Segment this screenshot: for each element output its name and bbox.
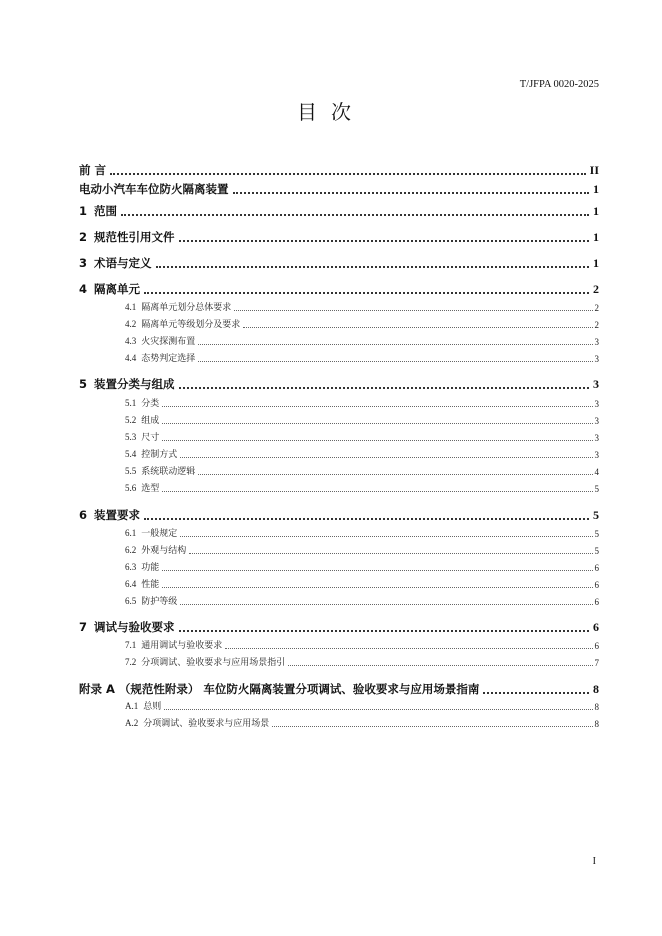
toc-page-number: 6 — [593, 620, 599, 634]
toc-page-number: 1 — [593, 230, 599, 244]
toc-subentry[interactable] — [125, 527, 599, 539]
dot-leader — [198, 361, 592, 362]
toc-subentry[interactable] — [125, 561, 599, 573]
toc-entry-label — [125, 638, 222, 651]
toc-page-number: 8 — [594, 719, 599, 729]
toc-entry-number: 4 — [79, 282, 88, 296]
toc-page-number: 5 — [594, 546, 599, 556]
toc-entry-number: 7.1 — [125, 640, 137, 650]
toc-entry-text: 一般规定 — [141, 529, 178, 539]
toc-page-number: 5 — [594, 484, 599, 494]
toc-page-number: 7 — [594, 658, 599, 668]
dot-leader — [198, 344, 592, 345]
toc-entry-number: 4.3 — [125, 336, 137, 346]
footer-page-number: I — [592, 856, 596, 867]
toc-entry-label — [79, 619, 175, 635]
toc-subentry[interactable] — [125, 544, 599, 556]
toc-entry-text: 火灾探测布置 — [141, 337, 196, 347]
toc-entry-number: 5.1 — [125, 398, 137, 408]
toc-entry[interactable] — [79, 181, 599, 197]
toc-entry-text: 规范性引用文件 — [94, 230, 175, 244]
toc-entry-text: 功能 — [141, 563, 160, 573]
toc-entry-text: 术语与定义 — [94, 256, 152, 270]
toc-entry-number: 4.2 — [125, 319, 137, 329]
toc-entry-text: 组成 — [141, 416, 160, 426]
toc-entry-label — [125, 699, 161, 712]
toc-entry-label — [125, 334, 195, 347]
toc-page-number: 8 — [593, 682, 599, 696]
toc-subentry[interactable] — [125, 414, 599, 426]
toc-entry[interactable] — [79, 507, 599, 523]
toc-subentry[interactable] — [125, 717, 599, 729]
dot-leader — [180, 536, 592, 537]
toc-subentry[interactable] — [125, 335, 599, 347]
toc-entry[interactable] — [79, 281, 599, 297]
toc-subentry[interactable] — [125, 448, 599, 460]
dot-leader — [162, 406, 592, 407]
toc-subentry[interactable] — [125, 431, 599, 443]
toc-entry-text: 尺寸 — [141, 433, 160, 443]
dot-leader — [162, 587, 592, 588]
toc-page-number: 3 — [594, 433, 599, 443]
toc-entry-text: 范围 — [94, 204, 118, 218]
dot-leader — [179, 240, 589, 242]
toc-entry-label — [79, 681, 479, 697]
dot-leader — [179, 630, 589, 632]
toc-page-number: 5 — [593, 508, 599, 522]
toc-entry-number: 5.6 — [125, 483, 137, 493]
dot-leader — [233, 192, 590, 194]
toc-entry-label — [125, 655, 285, 668]
toc-entry-text: 系统联动逻辑 — [141, 467, 196, 477]
toc-entry-number: 6.2 — [125, 545, 137, 555]
toc-entry-label — [79, 203, 117, 219]
toc-entry-number: 7.2 — [125, 657, 137, 667]
toc-entry-text: 总则 — [143, 702, 162, 712]
dot-leader — [179, 387, 589, 389]
toc-page-number: 2 — [594, 303, 599, 313]
toc-subentry[interactable] — [125, 301, 599, 313]
dot-leader — [272, 726, 592, 727]
toc-entry-number: 6.3 — [125, 562, 137, 572]
toc-entry-label — [125, 543, 186, 556]
toc-subentry[interactable] — [125, 700, 599, 712]
toc-entry-number: 6.1 — [125, 528, 137, 538]
toc-entry-label — [125, 577, 159, 590]
toc-entry-text: 装置要求 — [94, 508, 141, 522]
dot-leader — [180, 604, 592, 605]
toc-entry[interactable] — [79, 255, 599, 271]
toc-page-number: 3 — [594, 416, 599, 426]
toc-entry[interactable] — [79, 619, 599, 635]
toc-entry-label — [125, 351, 195, 364]
dot-leader — [180, 457, 592, 458]
toc-entry-label — [79, 162, 106, 178]
toc-entry-text: 分项调试、验收要求与应用场景 — [143, 719, 270, 729]
toc-subentry[interactable] — [125, 318, 599, 330]
dot-leader — [121, 214, 589, 216]
toc-page-number: 4 — [594, 467, 599, 477]
dot-leader — [234, 310, 592, 311]
standard-number: T/JFPA 0020-2025 — [519, 79, 599, 90]
toc-entry-number: 4.4 — [125, 353, 137, 363]
toc-page-number: 6 — [594, 580, 599, 590]
toc-entry[interactable] — [79, 681, 599, 697]
toc-entry-text: 装置分类与组成 — [94, 377, 175, 391]
toc-entry-text: 外观与结构 — [141, 546, 187, 556]
toc-page-number: 1 — [593, 182, 599, 196]
toc-entry-label — [125, 526, 177, 539]
toc-subentry[interactable] — [125, 465, 599, 477]
toc-entry-text: 态势判定选择 — [141, 354, 196, 364]
toc-entry-text: 隔离单元等级划分及要求 — [141, 320, 241, 330]
dot-leader — [189, 553, 592, 554]
toc-page-number: 6 — [594, 641, 599, 651]
toc-entry-number: A.2 — [125, 718, 139, 728]
toc-page-number: 1 — [593, 204, 599, 218]
toc-entry-text: 通用调试与验收要求 — [141, 641, 223, 651]
dot-leader — [243, 327, 592, 328]
dot-leader — [483, 692, 589, 694]
toc-page-number: 3 — [593, 377, 599, 391]
toc-entry-label — [79, 376, 175, 392]
dot-leader — [156, 266, 589, 268]
toc-entry-label — [125, 300, 231, 313]
toc-entry-label — [79, 255, 152, 271]
dot-leader — [144, 518, 589, 520]
toc-entry-text: 性能 — [141, 580, 160, 590]
toc-subentry[interactable] — [125, 639, 599, 651]
toc-entry-label — [125, 430, 159, 443]
toc-entry-number: 6.4 — [125, 579, 137, 589]
toc-subentry[interactable] — [125, 352, 599, 364]
toc-entry-number: 4.1 — [125, 302, 137, 312]
toc-page-number: 3 — [594, 354, 599, 364]
toc-entry-text: 分项调试、验收要求与应用场景指引 — [141, 658, 286, 668]
dot-leader — [144, 292, 589, 294]
dot-leader — [225, 648, 592, 649]
toc-entry[interactable] — [79, 162, 599, 178]
toc-entry[interactable] — [79, 229, 599, 245]
toc-entry-text: 防护等级 — [141, 597, 178, 607]
toc-entry[interactable] — [79, 203, 599, 219]
toc-entry-number: 6.5 — [125, 596, 137, 606]
toc-entry-label — [125, 396, 159, 409]
toc-entry-number: 6 — [79, 508, 88, 522]
toc-page-number: 6 — [594, 597, 599, 607]
toc-subentry[interactable] — [125, 656, 599, 668]
toc-entry-label — [125, 413, 159, 426]
toc-page-number: 8 — [594, 702, 599, 712]
toc-entry-text: 隔离单元 — [94, 282, 141, 296]
dot-leader — [198, 474, 592, 475]
toc-subentry[interactable] — [125, 397, 599, 409]
toc-entry-label — [79, 229, 175, 245]
toc-subentry[interactable] — [125, 482, 599, 494]
toc-entry-label — [79, 281, 140, 297]
dot-leader — [162, 440, 592, 441]
toc-page-number: 2 — [594, 320, 599, 330]
toc-page-number: 2 — [593, 282, 599, 296]
toc-entry-text: 附录 A （规范性附录） 车位防火隔离装置分项调试、验收要求与应用场景指南 — [79, 682, 480, 696]
toc-page-number: 5 — [594, 529, 599, 539]
toc-entry-text: 电动小汽车车位防火隔离装置 — [79, 182, 229, 196]
toc-entry-number: 7 — [79, 620, 88, 634]
toc-page-number: 6 — [594, 563, 599, 573]
toc-page-number: 3 — [594, 450, 599, 460]
toc-entry-label — [79, 507, 140, 523]
toc-entry-label — [125, 464, 195, 477]
toc-page-number: 3 — [594, 337, 599, 347]
toc-entry-label — [125, 447, 177, 460]
toc-entry-number: 5.2 — [125, 415, 137, 425]
toc-page-number: II — [589, 163, 599, 177]
toc-entry-number: 5 — [79, 377, 88, 391]
dot-leader — [162, 491, 592, 492]
toc-entry-number: 5.4 — [125, 449, 137, 459]
toc-subentry[interactable] — [125, 595, 599, 607]
dot-leader — [110, 173, 586, 175]
toc-entry-number: 5.5 — [125, 466, 137, 476]
dot-leader — [162, 570, 592, 571]
toc-entry[interactable] — [79, 376, 599, 392]
toc-entry-number: A.1 — [125, 701, 139, 711]
dot-leader — [288, 665, 592, 666]
toc-page-number: 1 — [593, 256, 599, 270]
toc-entry-label — [125, 481, 159, 494]
toc-entry-number: 2 — [79, 230, 88, 244]
toc-entry-label — [125, 560, 159, 573]
dot-leader — [162, 423, 592, 424]
toc-entry-label — [79, 181, 229, 197]
toc-entry-number: 3 — [79, 256, 88, 270]
toc-entry-text: 调试与验收要求 — [94, 620, 175, 634]
toc-entry-label — [125, 594, 177, 607]
toc-page-number: 3 — [594, 399, 599, 409]
toc-entry-number: 5.3 — [125, 432, 137, 442]
toc-entry-text: 选型 — [141, 484, 160, 494]
toc-entry-label — [125, 317, 240, 330]
dot-leader — [164, 709, 592, 710]
page-title: 目次 — [297, 100, 365, 124]
toc-entry-text: 控制方式 — [141, 450, 178, 460]
toc-entry-text: 隔离单元划分总体要求 — [141, 303, 232, 313]
toc-subentry[interactable] — [125, 578, 599, 590]
toc-entry-text: 前 言 — [79, 163, 107, 177]
toc-entry-text: 分类 — [141, 399, 160, 409]
toc-entry-number: 1 — [79, 204, 88, 218]
toc-entry-label — [125, 716, 269, 729]
